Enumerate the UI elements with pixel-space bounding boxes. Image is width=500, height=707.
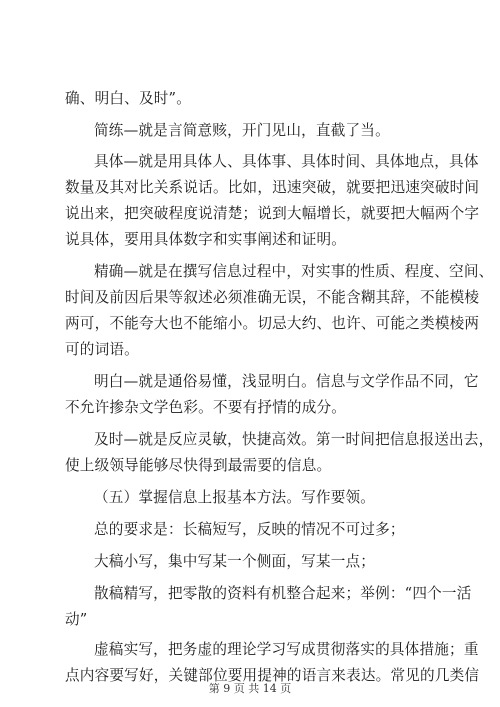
text-line: 数量及其对比关系说话。比如，迅速突破，就要把迅速突破时间	[65, 179, 480, 196]
text-line: 大稿小写，集中写某一个侧面，写某一点；	[94, 553, 376, 570]
text-line: 说出来，把突破程度说清楚；说到大幅增长，就要把大幅两个字	[65, 205, 480, 222]
text-line: 使上级领导能够尽快得到最需要的信息。	[65, 457, 332, 474]
text-line: 不允许掺杂文学色彩。不要有抒情的成分。	[65, 399, 347, 416]
text-line: 动”	[65, 611, 88, 628]
text-line: 点内容要写好，关键部位要用提神的语言来表达。常见的几类信	[65, 667, 480, 684]
text-line: 确、明白、及时”。	[65, 90, 192, 107]
text-line: 两可，不能夸大也不能缩小。切忌大约、也许、可能之类模棱两	[65, 315, 480, 332]
text-line: 时间及前因后果等叙述必须准确无误，不能含糊其辞，不能模棱	[65, 289, 480, 306]
text-line: 总的要求是：长稿短写，反映的情况不可过多；	[94, 521, 405, 538]
text-line: （五）掌握信息上报基本方法。写作要领。	[94, 489, 376, 506]
text-line: 及时—就是反应灵敏，快捷高效。第一时间把信息报送出去，	[94, 431, 494, 448]
text-line: 明白—就是通俗易懂，浅显明白。信息与文学作品不同，它	[94, 373, 479, 390]
page-footer: 第 9 页 共 14 页	[208, 682, 292, 695]
text-line: 简练—就是言简意赅，开门见山，直截了当。	[94, 122, 390, 139]
text-line: 散稿精写，把零散的资料有机整合起来；举例：“四个一活	[94, 585, 472, 602]
text-line: 精确—就是在撰写信息过程中，对实事的性质、程度、空间、	[94, 263, 494, 280]
text-line: 具体—就是用具体人、具体事、具体时间、具体地点，具体	[94, 153, 479, 170]
text-line: 可的词语。	[65, 341, 139, 358]
text-line: 虚稿实写，把务虚的理论学习写成贯彻落实的具体措施；重	[94, 641, 479, 658]
text-line: 说具体，要用具体数字和实事阐述和证明。	[65, 231, 347, 248]
